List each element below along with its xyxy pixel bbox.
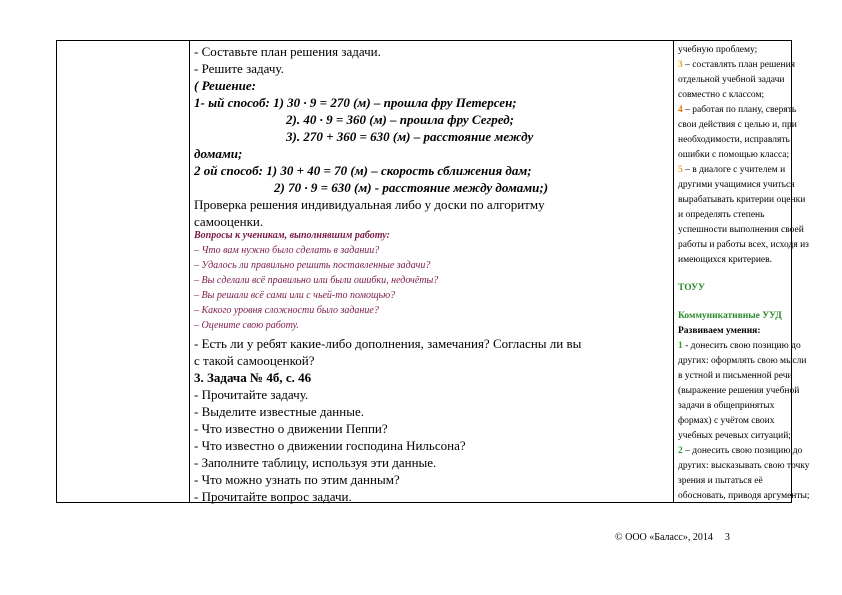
text-line: - Заполните таблицу, используя эти данные. — [194, 455, 437, 470]
item-number: 4 — [678, 105, 683, 115]
questions-title: Вопросы к ученикам, выполнявшим работу: — [194, 230, 390, 241]
question-item: – Оцените свою работу. — [194, 320, 299, 331]
copyright-text: © ООО «Баласс», 2014 — [615, 532, 713, 543]
solution-line: 2) 70 · 9 = 630 (м) - расстояние между домами;) — [274, 180, 549, 195]
solution-line: домами; — [194, 146, 243, 161]
task-heading: 3. Задача № 4б, с. 46 — [194, 370, 312, 385]
uud-text: – в диалоге с учителем и — [682, 165, 786, 175]
uud-text: – составлять план решения — [682, 60, 796, 70]
uud-line: задачи в общепринятых — [678, 401, 775, 411]
uud-line — [678, 58, 795, 74]
question-item: – Вы сделали всё правильно или были ошибки, недочёты? — [194, 275, 439, 286]
text-line: - Прочитайте вопрос задачи. — [194, 489, 352, 504]
uud-line — [678, 339, 801, 355]
text-line: - Прочитайте задачу. — [194, 387, 309, 402]
uud-line: других: высказывать свою точку — [678, 461, 810, 471]
uud-line: в устной и письменной речи — [678, 371, 793, 381]
text-line: самооценки. — [194, 214, 264, 229]
uud-line: (выражение решения учебной — [678, 386, 800, 396]
communicative-heading: Коммуникативные УУД — [678, 311, 782, 321]
item-number: 3 — [678, 60, 683, 70]
page-footer — [615, 532, 730, 543]
text-line: - Составьте план решения задачи. — [194, 44, 381, 59]
uud-line: необходимости, исправлять — [678, 135, 790, 145]
item-number: 2 — [678, 446, 683, 456]
text-line: - Выделите известные данные. — [194, 404, 364, 419]
solution-line: 2). 40 · 9 = 360 (м) – прошла фру Сегред; — [286, 112, 514, 127]
develop-skills-label: Развиваем умения: — [678, 326, 761, 336]
text-line: с такой самооценкой? — [194, 353, 315, 368]
uud-line: обосновать, приводя аргументы; — [678, 491, 810, 501]
uud-column — [674, 41, 810, 502]
uud-line: отдельной учебной задачи — [678, 75, 785, 85]
item-number: 1 — [678, 341, 683, 351]
stage-column — [57, 41, 190, 502]
solution-line: 3). 270 + 360 = 630 (м) – расстояние между — [286, 129, 534, 144]
page-number: 3 — [724, 532, 730, 543]
uud-line: ошибки с помощью класса; — [678, 150, 790, 160]
item-number: 5 — [678, 165, 683, 175]
solution-line: 1- ый способ: 1) 30 · 9 = 270 (м) – прошла фру Петерсен; — [194, 95, 517, 110]
uud-line: формах) с учётом своих — [678, 416, 775, 426]
question-item: – Что вам нужно было сделать в задании? — [194, 245, 380, 256]
uud-line: других: оформлять свою мысли — [678, 356, 807, 366]
uud-line: учебную проблему; — [678, 45, 758, 55]
text-line: - Что известно о движении господина Нильсона? — [194, 438, 466, 453]
uud-line: зрения и пытаться её — [678, 476, 763, 486]
uud-line — [678, 163, 785, 179]
solution-heading: ( Решение: — [194, 78, 256, 93]
uud-line: учебных речевых ситуаций; — [678, 431, 791, 441]
uud-line: успешности выполнения своей — [678, 225, 804, 235]
uud-line — [678, 103, 796, 119]
text-line: - Что можно узнать по этим данным? — [194, 472, 400, 487]
uud-line: имеющихся критериев. — [678, 255, 772, 265]
lesson-table — [56, 40, 810, 504]
uud-line — [678, 444, 802, 460]
text-line: - Есть ли у ребят какие-либо дополнения, замечания? Согласны ли вы — [194, 336, 582, 351]
uud-line: работы и работы всех, исходя из — [678, 240, 809, 250]
question-item: – Какого уровня сложности было задание? — [194, 305, 379, 316]
uud-text: – работая по плану, сверять — [682, 105, 797, 115]
toou-label: ТОУУ — [678, 283, 706, 293]
uud-line: совместно с классом; — [678, 90, 765, 100]
uud-text: - донесить свою позицию до — [682, 341, 801, 351]
text-line: - Решите задачу. — [194, 61, 284, 76]
uud-text: – донесить свою позицию до — [682, 446, 803, 456]
text-line: - Что известно о движении Пеппи? — [194, 421, 388, 436]
uud-line: и определять степень — [678, 210, 765, 220]
question-item: – Удалось ли правильно решить поставленные задачи? — [194, 260, 431, 271]
uud-line: другими учащимися учиться — [678, 180, 795, 190]
activity-column — [190, 41, 674, 502]
uud-line: вырабатывать критерии оценки — [678, 195, 806, 205]
question-item: – Вы решали всё сами или с чьей-то помощью? — [194, 290, 396, 301]
uud-line: свои действия с целью и, при — [678, 120, 797, 130]
solution-line: 2 ой способ: 1) 30 + 40 = 70 (м) – скорость сближения дам; — [194, 163, 532, 178]
text-line: Проверка решения индивидуальная либо у доски по алгоритму — [194, 197, 545, 212]
